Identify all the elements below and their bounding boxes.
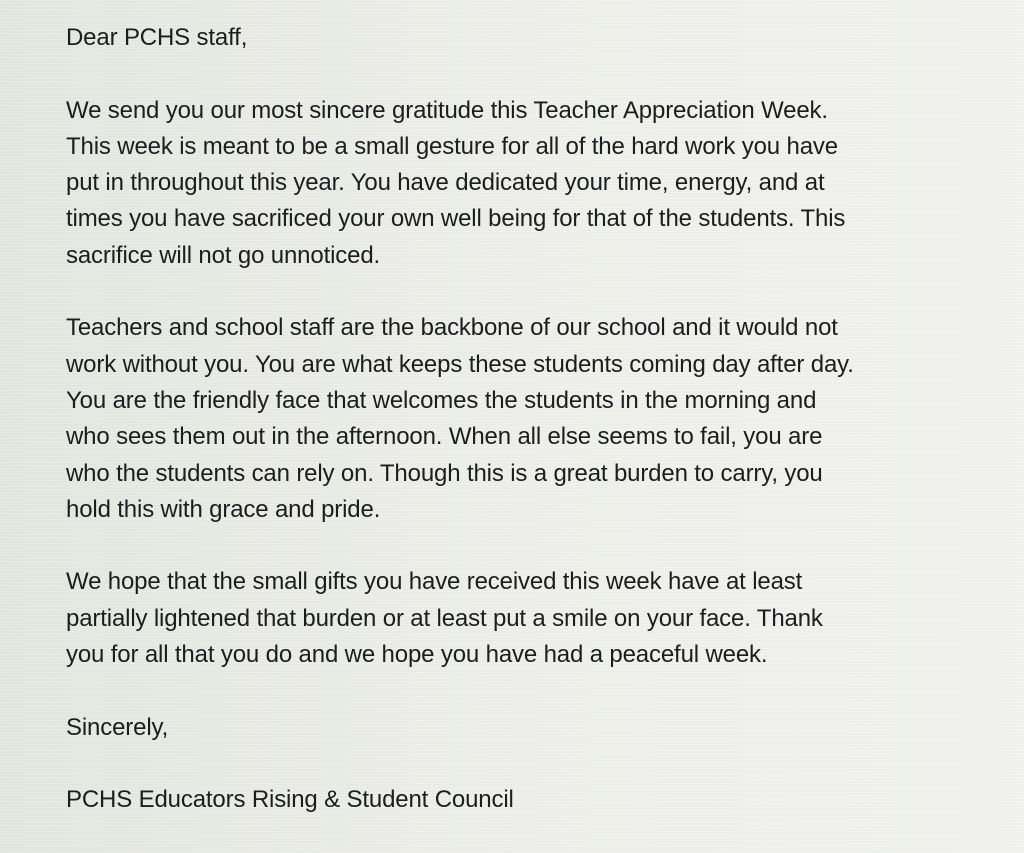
paragraph-spacer [66, 528, 996, 564]
paragraph-spacer [66, 673, 996, 709]
closing: Sincerely, [66, 713, 169, 741]
paragraph-line: you for all that you do and we hope you have had a peaceful week. [66, 641, 768, 669]
paragraph-spacer [66, 56, 996, 92]
paragraph-gifts [66, 564, 996, 673]
paragraph-spacer [66, 274, 996, 310]
paragraph-line: partially lightened that burden or at least put a smile on your face. Thank [66, 604, 823, 632]
paragraph-line: put in throughout this year. You have dedicated your time, energy, and at [66, 169, 825, 197]
paragraph-line: This week is meant to be a small gesture for all of the hard work you have [66, 132, 838, 160]
paragraph-line: You are the friendly face that welcomes the students in the morning and [66, 386, 817, 414]
greeting: Dear PCHS staff, [66, 24, 248, 51]
paragraph-backbone [66, 310, 996, 528]
paragraph-gratitude [66, 93, 996, 274]
paragraph-line: work without you. You are what keeps these students coming day after day. [66, 350, 854, 378]
paragraph-line: Teachers and school staff are the backbone of our school and it would not [66, 314, 838, 342]
paragraph-line: We hope that the small gifts you have received this week have at least [66, 568, 803, 596]
paragraph-line: who the students can rely on. Though this is a great burden to carry, you [66, 459, 823, 487]
paragraph-line: who sees them out in the afternoon. When all else seems to fail, you are [66, 423, 823, 451]
signature: PCHS Educators Rising & Student Council [66, 786, 514, 814]
paragraph-line: hold this with grace and pride. [66, 495, 381, 523]
paragraph-line: times you have sacrificed your own well being for that of the students. This [66, 205, 846, 233]
paragraph-line: sacrifice will not go unnoticed. [66, 241, 381, 269]
letter-body [66, 20, 996, 819]
signature-spacer [66, 746, 996, 782]
paragraph-line: We send you our most sincere gratitude this Teacher Appreciation Week. [66, 96, 828, 124]
